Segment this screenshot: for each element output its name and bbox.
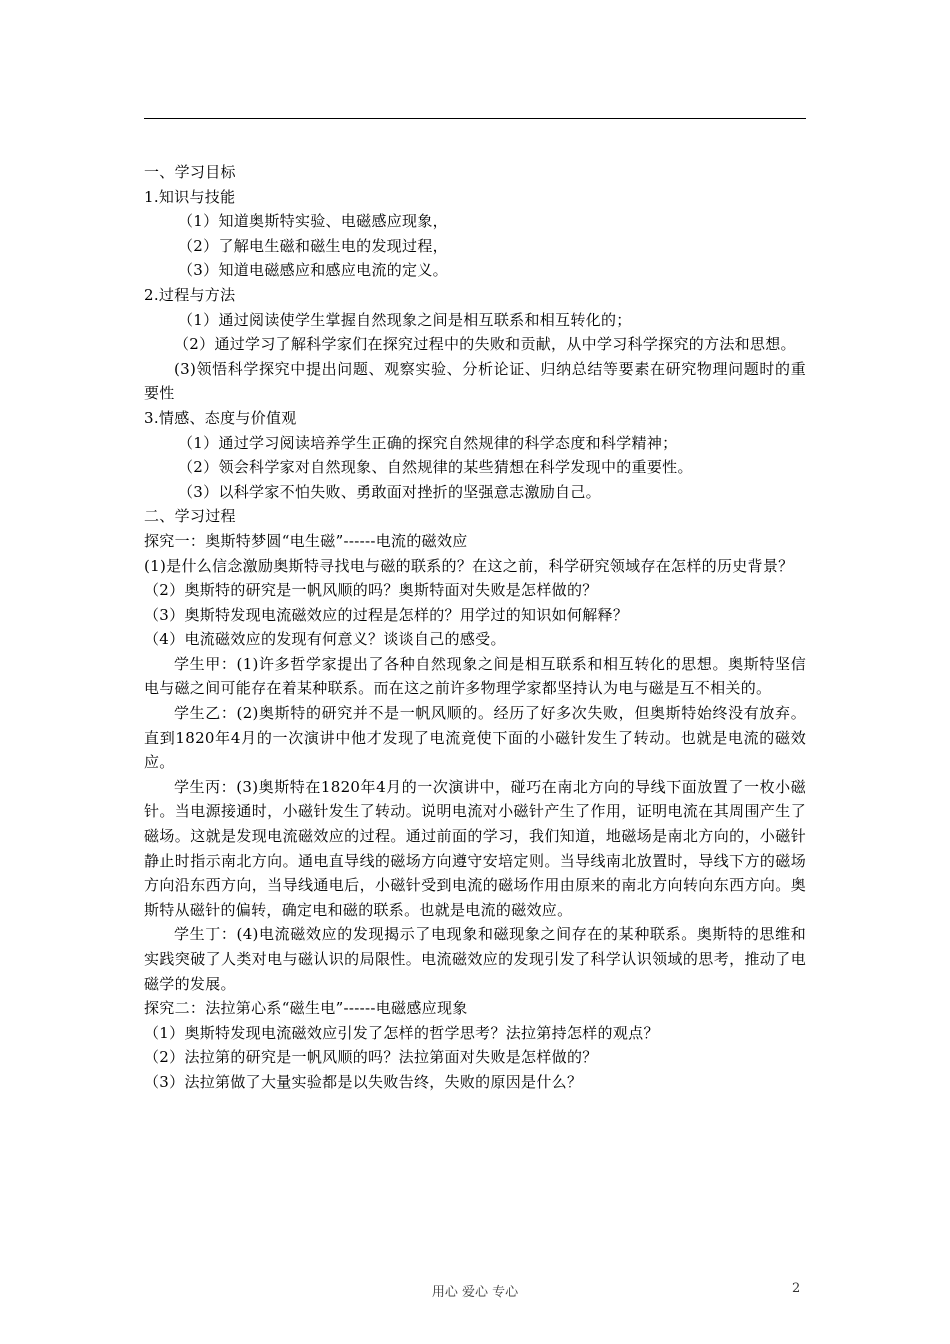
header-rule	[144, 118, 806, 119]
process-title: 2.过程与方法	[144, 285, 236, 304]
knowledge-item: （1）知道奥斯特实验、电磁感应现象，	[178, 212, 448, 231]
document-body	[144, 160, 806, 1095]
inquiry2-question: （3）法拉第做了大量实验都是以失败告终，失败的原因是什么？	[144, 1072, 583, 1091]
inquiry1-question: （2）奥斯特的研究是一帆风顺的吗？奥斯特面对失败是怎样做的？	[144, 581, 598, 600]
process-item: (3)领悟科学探究中提出问题、观察实验、分析论证、归纳总结等要素在研究物理问题时的重要性	[144, 359, 806, 403]
knowledge-item: （2）了解电生磁和磁生电的发现过程，	[178, 236, 448, 255]
student-answer: 学生甲：(1)许多哲学家提出了各种自然现象之间是相互联系和相互转化的思想。奥斯特坚信电与磁之间可能存在着某种联系。而在这之前许多物理学家都坚持认为电与磁是互不相关的。	[144, 654, 806, 698]
attitude-item: （2）领会科学家对自然现象、自然规律的某些猜想在科学发现中的重要性。	[178, 458, 693, 477]
knowledge-title: 1.知识与技能	[144, 187, 236, 206]
footer-text: 用心 爱心 专心	[431, 1285, 519, 1300]
process-item: （2）通过学习了解科学家们在探究过程中的失败和贡献，从中学习科学探究的方法和思想。	[174, 335, 796, 354]
attitude-item: （1）通过学习阅读培养学生正确的探究自然规律的科学态度和科学精神；	[178, 433, 678, 452]
attitude-item: （3）以科学家不怕失败、勇敢面对挫折的坚强意志激励自己。	[178, 482, 601, 501]
student-answer: 学生乙：(2)奥斯特的研究并不是一帆风顺的。经历了好多次失败，但奥斯特始终没有放弃。直到1820年4月的一次演讲中他才发现了电流竟使下面的小磁针发生了转动。也就是电流的磁效应。	[144, 704, 806, 772]
process-section-heading: 二、学习过程	[144, 507, 236, 526]
inquiry1-question: （4）电流磁效应的发现有何意义？谈谈自己的感受。	[144, 630, 506, 649]
process-item: （1）通过阅读使学生掌握自然现象之间是相互联系和相互转化的；	[178, 310, 632, 329]
student-answer: 学生丙：(3)奥斯特在1820年4月的一次演讲中，碰巧在南北方向的导线下面放置了一枚小磁针。当电源接通时，小磁针发生了转动。说明电流对小磁针产生了作用，证明电流在其周围产生了磁场。这就是发现电流磁效应的过程。通过前面的学习，我们知道，地磁场是南北方向的，小磁针静止时指示南北方向。通电直导线的磁场方向遵守安培定则。当导线南北放置时，导线下方的磁场方向沿东西方向，当导线通电后，小磁针受到电流的磁场作用由原来的南北方向转向东西方向。奥斯特从磁针的偏转，确定电和磁的联系。也就是电流的磁效应。	[144, 777, 806, 919]
page-number: 2	[792, 1281, 801, 1296]
inquiry2-question: （1）奥斯特发现电流磁效应引发了怎样的哲学思考？法拉第持怎样的观点？	[144, 1023, 659, 1042]
inquiry2-title: 探究二：法拉第心系“磁生电”------电磁感应现象	[144, 999, 468, 1018]
inquiry1-question: (1)是什么信念激励奥斯特寻找电与磁的联系的？在这之前，科学研究领域存在怎样的历史背景？	[144, 556, 794, 575]
objectives-heading: 一、学习目标	[144, 163, 236, 181]
inquiry1-title: 探究一：奥斯特梦圆“电生磁”------电流的磁效应	[144, 531, 468, 550]
knowledge-item: （3）知道电磁感应和感应电流的定义。	[178, 261, 448, 280]
attitude-title: 3.情感、态度与价值观	[144, 408, 297, 427]
inquiry1-question: （3）奥斯特发现电流磁效应的过程是怎样的？用学过的知识如何解释？	[144, 605, 629, 624]
inquiry2-question: （2）法拉第的研究是一帆风顺的吗？法拉第面对失败是怎样做的？	[144, 1048, 598, 1067]
student-answer: 学生丁：(4)电流磁效应的发现揭示了电现象和磁现象之间存在的某种联系。奥斯特的思维和实践突破了人类对电与磁认识的局限性。电流磁效应的发现引发了科学认识领域的思考，推动了电磁学的发展。	[144, 925, 806, 993]
